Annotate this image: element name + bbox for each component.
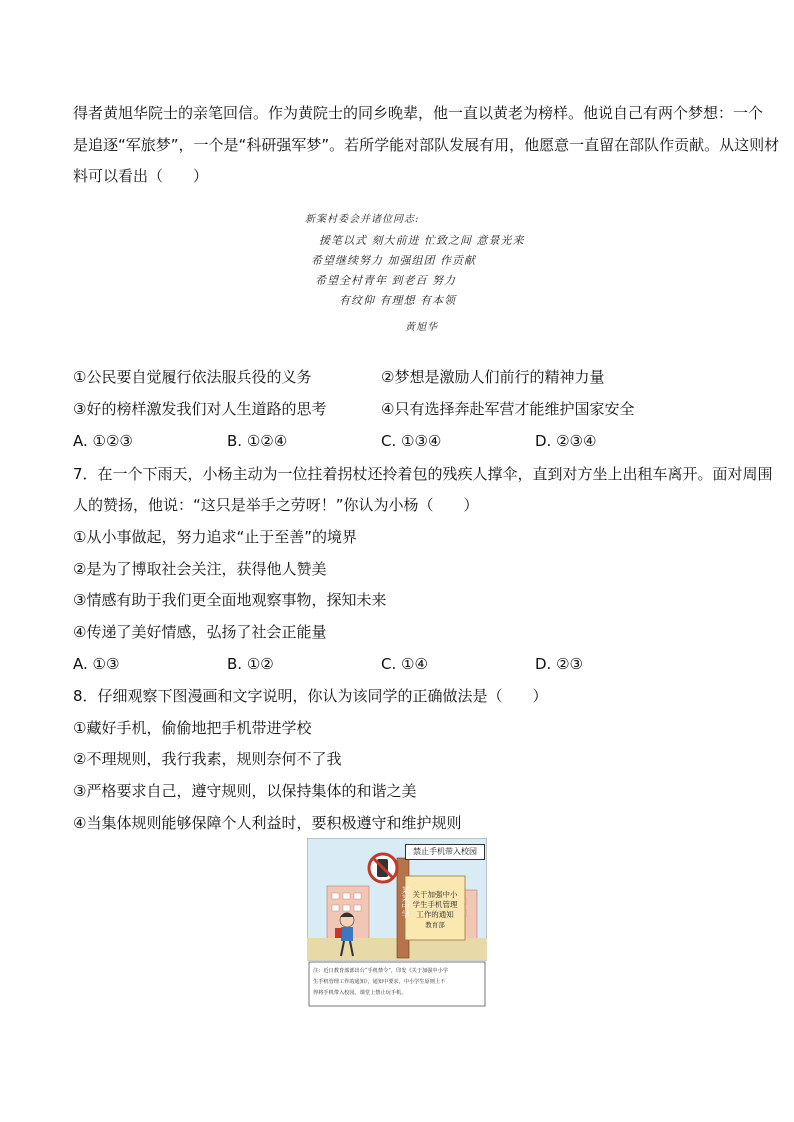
q7-statement-3: ③情感有助于我们更全面地观察事物，探知未来 <box>73 591 387 609</box>
q6-statement-3: ③好的榜样激发我们对人生道路的思考 <box>73 400 327 418</box>
cartoon-banner: 禁止手机带入校园 <box>405 844 485 860</box>
notice-line-1: 关于加强中小 <box>412 890 458 899</box>
q6-statement-1: ①公民要自觉履行依法服兵役的义务 <box>73 368 312 386</box>
q8-stem: 8．仔细观察下图漫画和文字说明，你认为该同学的正确做法是（ ） <box>73 687 548 705</box>
q6-option-d: D. ②③④ <box>535 432 597 450</box>
intro-line-2: 是追逐“军旅梦”，一个是“科研强军梦”。若所学能对部队发展有用，他愿意一直留在部队作贡献。从这则材 <box>73 136 780 154</box>
q7-statement-1: ①从小事做起，努力追求“止于至善”的境界 <box>73 528 357 546</box>
q7-option-d: D. ②③ <box>535 655 583 673</box>
q6-option-a: A. ①②③ <box>73 432 133 450</box>
q7-option-a: A. ①③ <box>73 655 120 673</box>
q8-statement-4: ④当集体规则能够保障个人利益时，要积极遵守和维护规则 <box>73 814 462 832</box>
q8-statement-3: ③严格要求自己，遵守规则，以保持集体的和谐之美 <box>73 782 417 800</box>
q6-option-b: B. ①②④ <box>227 432 288 450</box>
letter-line-4: 希望全村青年 到老百 努力 <box>315 274 456 287</box>
letter-signature: 黄旭华 <box>405 322 438 333</box>
letter-line-3: 希望继续努力 加强组团 作贡献 <box>311 254 476 267</box>
notice-line-3: 工作的通知 <box>416 910 454 919</box>
q7-statement-4: ④传递了美好情感，弘扬了社会正能量 <box>73 623 327 641</box>
letter-line-5: 有纹仰 有理想 有本领 <box>339 294 456 307</box>
cartoon-school-sign: 某某中学 <box>401 886 410 918</box>
intro-line-3: 料可以看出（ ） <box>73 167 209 185</box>
q7-statement-2: ②是为了博取社会关注，获得他人赞美 <box>73 560 327 578</box>
q6-option-c: C. ①③④ <box>381 432 442 450</box>
cartoon-notice <box>407 890 463 930</box>
q8-statement-2: ②不理规则，我行我素，规则奈何不了我 <box>73 750 342 768</box>
q7-option-b: B. ①② <box>227 655 274 673</box>
letter-line-1: 新案村委会并诸位同志: <box>305 214 420 225</box>
notice-line-4: 教育部 <box>425 921 445 929</box>
q6-statement-4: ④只有选择奔赴军营才能维护国家安全 <box>381 400 635 418</box>
caption-line-3: 得将手机带入校园，课堂上禁止玩手机。 <box>313 990 407 996</box>
intro-line-1: 得者黄旭华院士的亲笔回信。作为黄院士的同乡晚辈，他一直以黄老为榜样。他说自己有两个梦想：一个 <box>73 104 764 122</box>
q8-statement-1: ①藏好手机，偷偷地把手机带进学校 <box>73 719 312 737</box>
q7-option-c: C. ①④ <box>381 655 428 673</box>
caption-line-2: 生手机管理工作的通知》，通知中要求，中小学生原则上不 <box>313 979 446 985</box>
notice-line-2: 学生手机管理 <box>412 900 458 909</box>
q7-stem-line-1: 7．在一个下雨天，小杨主动为一位拄着拐杖还拎着包的残疾人撑伞，直到对方坐上出租车离开。面对周围 <box>73 465 773 483</box>
q6-statement-2: ②梦想是激励人们前行的精神力量 <box>381 368 605 386</box>
q7-stem-line-2: 人的赞扬，他说：“这只是举手之劳呀！”你认为小杨（ ） <box>73 496 479 514</box>
handwritten-letter-image <box>305 208 525 338</box>
letter-line-2: 援笔以式 刻大前进 忙致之间 意景光来 <box>319 234 525 247</box>
cartoon-caption <box>313 966 483 999</box>
cartoon-image <box>307 838 487 1008</box>
caption-line-1: 注：近日教育部部出台“手机禁令”，印发《关于加强中小学 <box>313 968 448 974</box>
